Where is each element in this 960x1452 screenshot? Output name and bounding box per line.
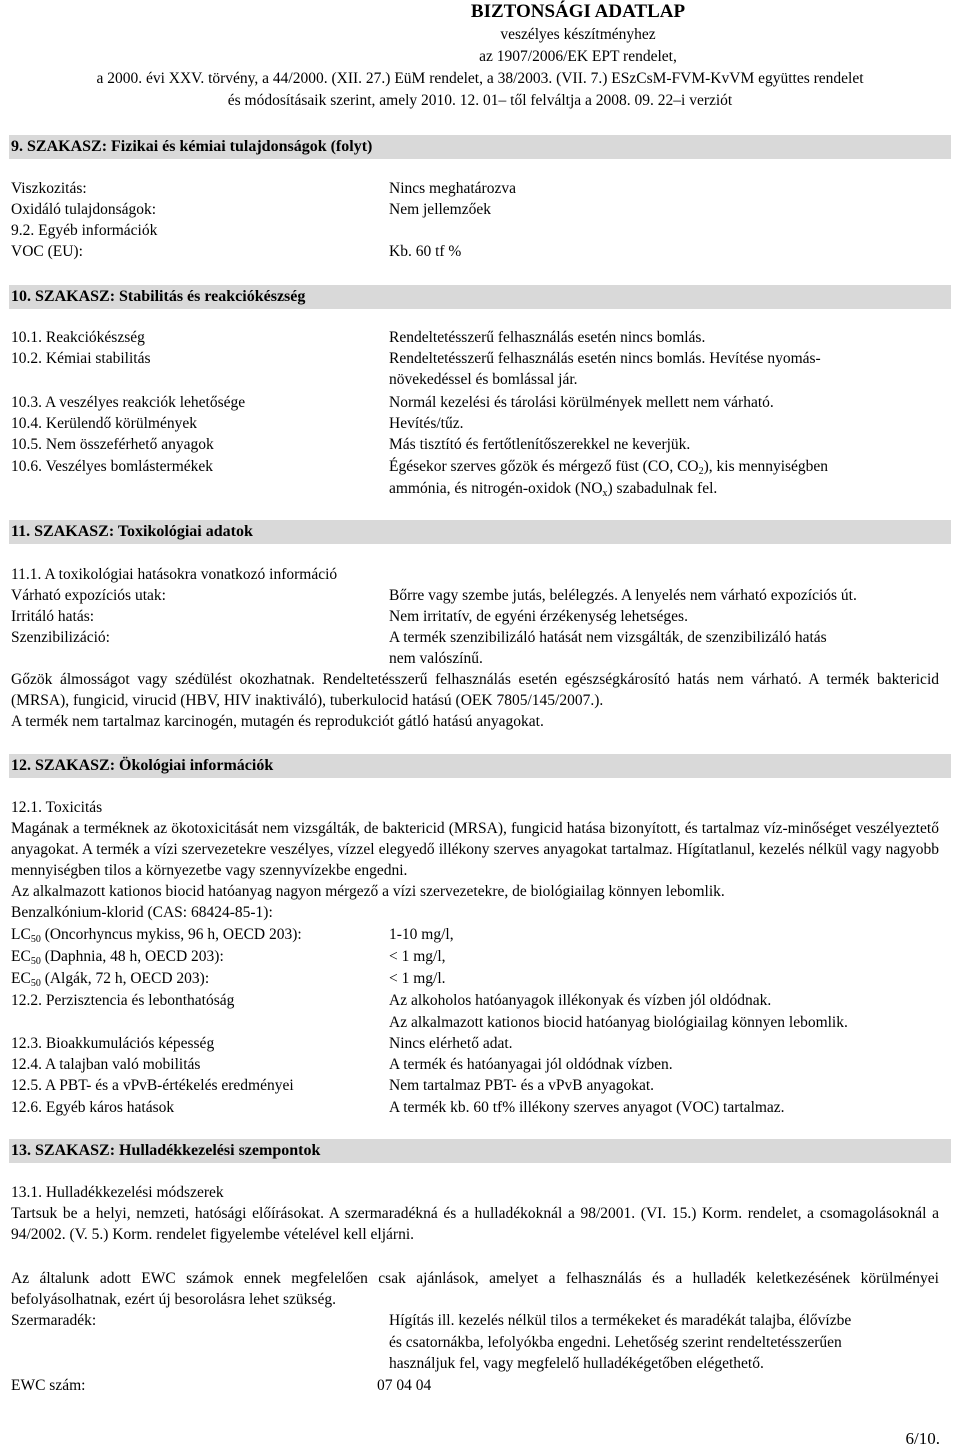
row-value: Kb. 60 tf % (389, 243, 462, 260)
s11-paragraph-1: Gőzök álmosságot vagy szédülést okozhatnak. Rendeltetésszerű felhasználás esetén egészségkárosító hatás nem várható. A termék baktericid (MRSA), fungicid, virucid (HBV, HIV inaktiváló), tuberkulocid hatású (OEK 7805/145/2007.). (11, 671, 939, 709)
ewc-code: 07 04 04 (377, 1377, 432, 1394)
row-value: Nincs elérhető adat. (389, 1035, 513, 1052)
document-title: BIZTONSÁGI ADATLAP (470, 1, 686, 22)
tox-label (11, 970, 209, 987)
row-label: Viszkozitás: (11, 180, 87, 197)
section-10-heading: 10. SZAKASZ: Stabilitás és reakciókészség (9, 285, 951, 309)
row-label: 10.1. Reakciókészség (11, 329, 145, 346)
row-value: Hígítás ill. kezelés nélkül tilos a termékeket és maradékát talajba, élővízbe (389, 1312, 852, 1329)
row-label: 10.3. A veszélyes reakciók lehetősége (11, 394, 246, 411)
tox-label-post: (Algák, 72 h, OECD 203): (40, 970, 210, 987)
s12-tox-lc50 (11, 924, 951, 945)
row-value: Bőrre vagy szembe jutás, belélegzés. A lenyelés nem várható expozíciós út. (389, 587, 857, 604)
row-label: Szenzibilizáció: (11, 629, 110, 646)
row-value-cont: nem valószínű. (389, 650, 483, 667)
row-label: 10.4. Kerülendő körülmények (11, 415, 197, 432)
row-value-cont (389, 478, 717, 499)
row-label: 9.2. Egyéb információk (11, 222, 158, 239)
s13-row-residue (11, 1310, 951, 1331)
row-value-cont: Az alkalmazott kationos biocid hatóanyag biológiailag könnyen lebomlik. (389, 1014, 848, 1031)
row-label: Irritáló hatás: (11, 608, 95, 625)
section-9-heading: 9. SZAKASZ: Fizikai és kémiai tulajdonságok (folyt) (9, 135, 951, 159)
section-13-heading: 13. SZAKASZ: Hulladékkezelési szempontok (9, 1139, 951, 1163)
s12-tox-ec50-daphnia (11, 946, 951, 967)
row-value: Normál kezelési és tárolási körülmények mellett nem várható. (389, 394, 774, 411)
subscript: 50 (30, 956, 41, 967)
tox-label (11, 926, 302, 943)
s12-row-bioaccumulation (11, 1033, 951, 1054)
tox-value: 1-10 mg/l, (389, 926, 454, 943)
row-label: Szermaradék: (11, 1312, 97, 1329)
value-part: ) szabadulnak fel. (607, 480, 718, 497)
row-label: EWC szám: (11, 1377, 86, 1394)
row-value: Nincs meghatározva (389, 180, 516, 197)
row-label: 12.4. A talajban való mobilitás (11, 1056, 201, 1073)
s12-row-persistence (11, 990, 951, 1011)
s12-paragraph-3: Benzalkónium-klorid (CAS: 68424-85-1): (11, 904, 273, 921)
row-label: 10.6. Veszélyes bomlástermékek (11, 458, 214, 475)
tox-label (11, 948, 224, 965)
page-number: 6/10. (905, 1429, 940, 1448)
row-value: Nem irritatív, de egyéni érzékenység lehetséges. (389, 608, 688, 625)
tox-label-post: (Oncorhyncus mykiss, 96 h, OECD 203): (40, 926, 302, 943)
document-header (0, 0, 960, 112)
s12-paragraph-2: Az alkalmazott kationos biocid hatóanyag nagyon mérgező a vízi szervezetekre, de biológiailag könnyen lebomlik. (11, 883, 725, 900)
row-label: Várható expozíciós utak: (11, 587, 166, 604)
row-label: 12.6. Egyéb káros hatások (11, 1099, 175, 1116)
row-value: A termék kb. 60 tf% illékony szerves anyagot (VOC) tartalmaz. (389, 1099, 785, 1116)
s12-subheading: 12.1. Toxicitás (11, 799, 103, 816)
s12-row-pbt (11, 1075, 951, 1096)
value-part: ), kis mennyiségben (703, 458, 829, 475)
row-value: Nem tartalmaz PBT- és a vPvB anyagokat. (389, 1077, 655, 1094)
section-11-heading: 11. SZAKASZ: Toxikológiai adatok (9, 520, 951, 544)
s11-paragraph-2: A termék nem tartalmaz karcinogén, mutagén és reprodukciót gátló hatású anyagokat. (11, 713, 544, 730)
row-value (389, 456, 828, 477)
section-12-heading: 12. SZAKASZ: Ökológiai információk (9, 754, 951, 778)
s12-tox-ec50-algae (11, 968, 951, 989)
tox-label-post: (Daphnia, 48 h, OECD 203): (40, 948, 224, 965)
tox-value: < 1 mg/l. (389, 970, 446, 987)
tox-label-pre: EC (11, 970, 31, 987)
s11-subheading: 11.1. A toxikológiai hatásokra vonatkozó információ (11, 566, 338, 583)
row-label: VOC (EU): (11, 243, 83, 260)
row-value: Rendeltetésszerű felhasználás esetén nincs bomlás. Hevítése nyomás- (389, 350, 821, 367)
header-line-5: és módosításaik szerint, amely 2010. 12. 01– től felváltja a 2008. 09. 22–i verziót (227, 92, 733, 109)
row-value: Más tisztító és fertőtlenítőszerekkel ne keverjük. (389, 436, 691, 453)
row-value-cont: és csatornákba, lefolyókba engedni. Lehetőség szerint rendeltetésszerűen (389, 1334, 842, 1351)
s9-row-other-info (11, 220, 951, 241)
s10-row-1 (11, 327, 951, 348)
s12-row-mobility (11, 1054, 951, 1075)
value-part: ammónia, és nitrogén-oxidok (NO (389, 480, 603, 497)
row-value: A termék és hatóanyagai jól oldódnak vízben. (389, 1056, 673, 1073)
row-value: Rendeltetésszerű felhasználás esetén nincs bomlás. (389, 329, 706, 346)
subscript: 50 (30, 934, 41, 945)
row-value-cont: növekedéssel és bomlással jár. (389, 371, 578, 388)
s12-paragraph-1: Magának a terméknek az ökotoxicitását nem vizsgálták, de baktericid (MRSA), fungicid hatása bizonyított, és tartalmaz víz-minőséget veszélyeztető anyagokat. A termék a vízi szervezetekre veszélyes, vízzel elegyedő illékony szerves anyagokat tartalmaz. Hígítatlanul, kezelés nélkül vagy nagyobb mennyiségben tilos a környezetbe vagy szennyvízekbe engedni. (11, 820, 939, 879)
s11-row-irritation (11, 606, 951, 627)
row-value: Nem jellemzőek (389, 201, 491, 218)
header-line-2: veszélyes készítményhez (500, 26, 656, 43)
row-label: 12.3. Bioakkumulációs képesség (11, 1035, 215, 1052)
s10-row-5 (11, 434, 951, 455)
row-value: Hevítés/tűz. (389, 415, 464, 432)
subscript: x (602, 488, 608, 499)
s10-row-2 (11, 348, 951, 369)
subscript: 50 (30, 978, 41, 989)
s13-row-ewc (11, 1375, 951, 1396)
s11-row-sensitization (11, 627, 951, 648)
row-value: A termék szenzibilizáló hatását nem vizsgálták, de szenzibilizáló hatás (389, 629, 827, 646)
s12-row-other-effects (11, 1097, 951, 1118)
s13-subheading: 13.1. Hulladékkezelési módszerek (11, 1184, 224, 1201)
s9-row-oxidizing (11, 199, 951, 220)
s11-row-exposure (11, 585, 951, 606)
s13-paragraph-1: Tartsuk be a helyi, nemzeti, hatósági előírásokat. A szermaradékná és a hulladékoknál a 98/2001. (VI. 15.) Korm. rendelet, a csomagolásoknál a 94/2002. (V. 5.) Korm. rendelet figyelembe vételével kell eljárni. (11, 1205, 939, 1243)
row-label: 10.5. Nem összeférhető anyagok (11, 436, 214, 453)
tox-value: < 1 mg/l, (389, 948, 446, 965)
row-label: 12.2. Perzisztencia és lebonthatóság (11, 992, 235, 1009)
row-value-cont: használjuk fel, vagy megfelelő hulladékégetőben elégethető. (389, 1355, 764, 1372)
row-value: Az alkoholos hatóanyagok illékonyak és vízben jól oldódnak. (389, 992, 772, 1009)
s9-row-viscosity (11, 178, 951, 199)
s10-row-6 (11, 456, 951, 477)
row-label: 12.5. A PBT- és a vPvB-értékelés eredményei (11, 1077, 294, 1094)
header-line-3: az 1907/2006/EK EPT rendelet, (479, 48, 677, 65)
value-part: Égésekor szerves gőzök és mérgező füst (CO, CO (389, 458, 699, 475)
s13-paragraph-2: Az általunk adott EWC számok ennek megfelelően csak ajánlások, amelyet a felhasználás és a hulladék keletkezésének körülményei befolyásolhatnak, ezért új besorolásra lehet szükség. (11, 1270, 939, 1308)
row-label: Oxidáló tulajdonságok: (11, 201, 157, 218)
header-line-4: a 2000. évi XXV. törvény, a 44/2000. (XII. 27.) EüM rendelet, a 38/2003. (VII. 7.) ESzCsM-FVM-KvVM együttes rendelet (96, 70, 864, 87)
row-label: 10.2. Kémiai stabilitás (11, 350, 151, 367)
s9-row-voc (11, 241, 951, 262)
subscript: 2 (698, 466, 704, 477)
s10-row-4 (11, 413, 951, 434)
tox-label-pre: LC (11, 926, 31, 943)
tox-label-pre: EC (11, 948, 31, 965)
s10-row-3 (11, 392, 951, 413)
